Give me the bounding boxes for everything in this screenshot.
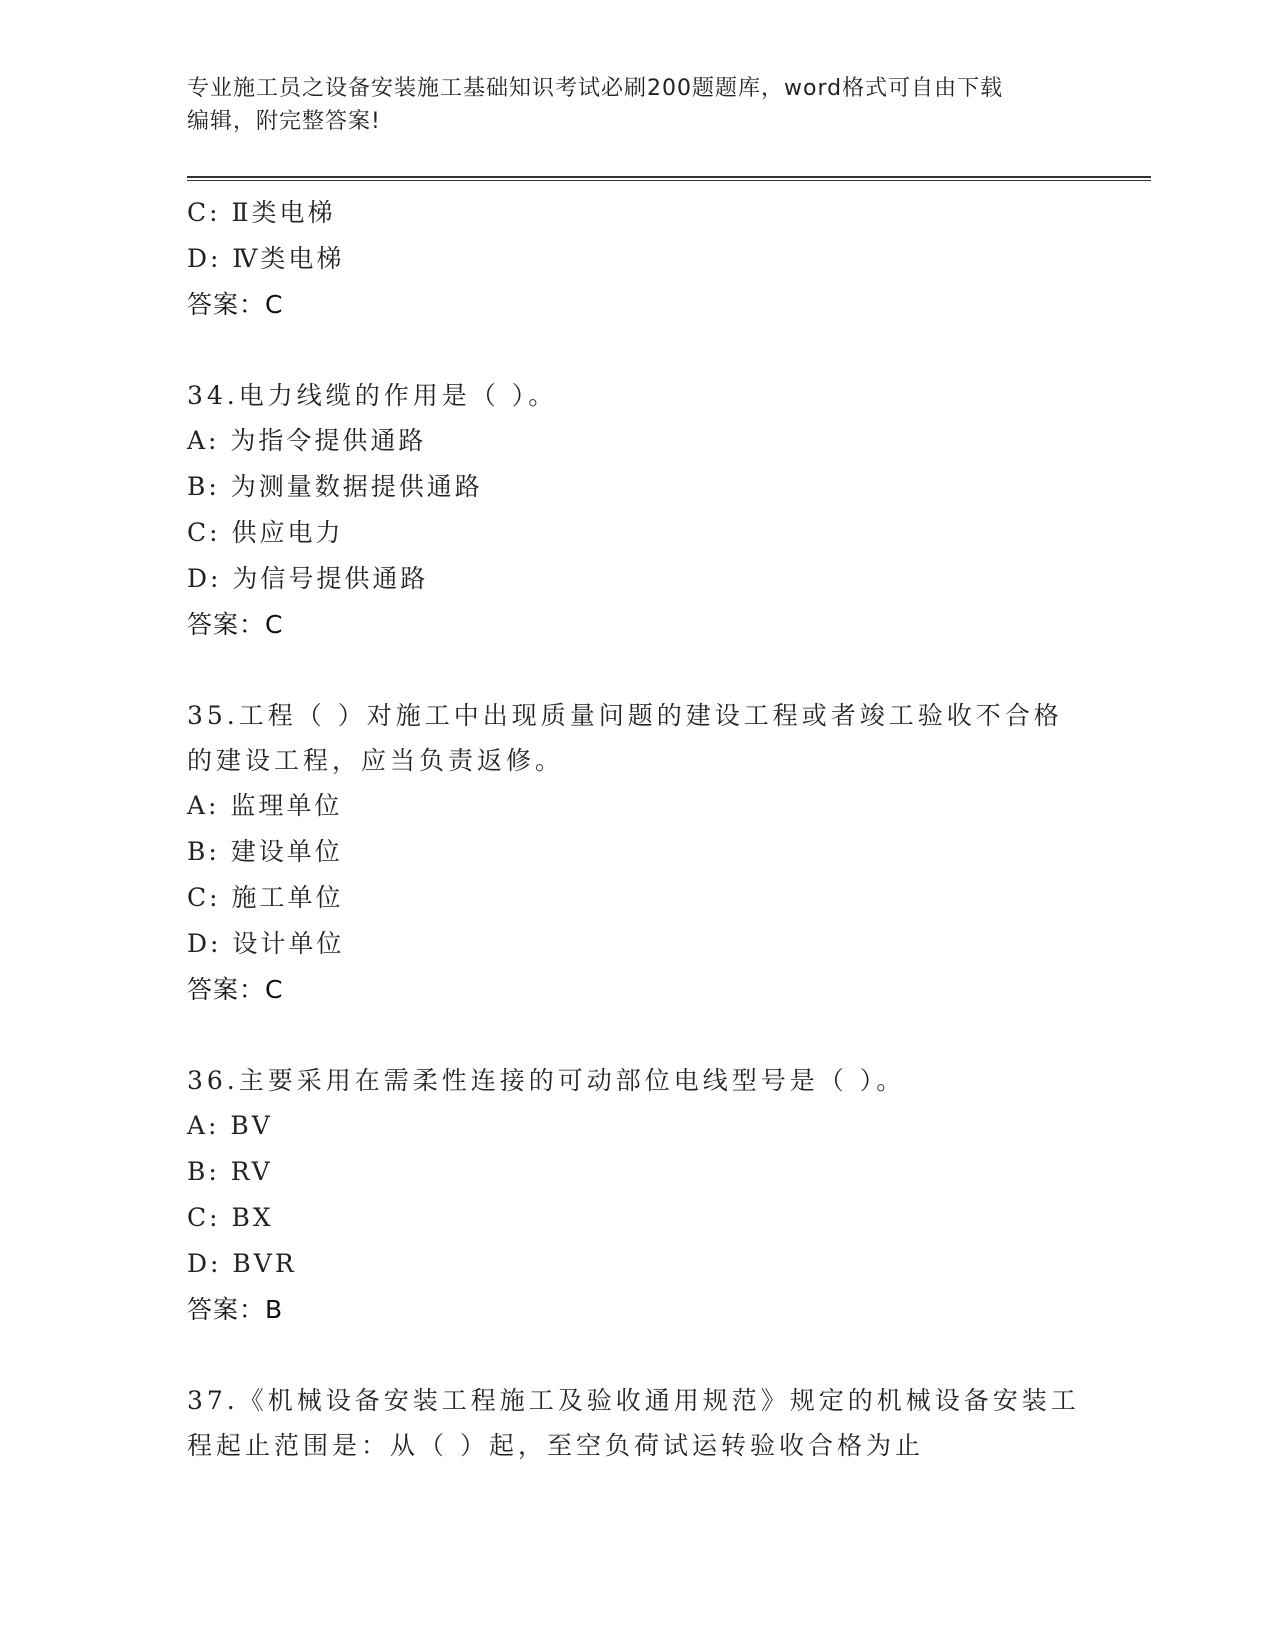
option-c: C: BX [187,1203,274,1232]
header-line-2: 编辑，附完整答案! [187,109,381,134]
answer-line: 答案：B [187,1295,284,1324]
question-stem: 36.主要采用在需柔性连接的可动部位电线型号是（ ）。 [187,1066,906,1095]
answer-line: 答案：C [187,975,284,1004]
answer-line: 答案：C [187,610,284,639]
question-stem: 37.《机械设备安装工程施工及验收通用规范》规定的机械设备安装工 [187,1386,1080,1415]
option-d: D: 为信号提供通路 [187,564,429,593]
spacer [187,1013,1087,1058]
option-c: C: Ⅱ类电梯 [187,198,336,227]
option-d: D: BVR [187,1249,297,1278]
spacer [187,648,1087,693]
option-b: B: 为测量数据提供通路 [187,472,483,501]
question-stem-continued: 的建设工程，应当负责返修。 [187,746,565,775]
option-c: C: 供应电力 [187,518,344,547]
option-a: A: 为指令提供通路 [187,426,427,455]
document-header [187,72,1087,138]
answer-line: 答案：C [187,290,284,319]
question-block-37 [187,1378,1087,1468]
option-b: B: 建设单位 [187,837,343,866]
question-block-36 [187,1058,1087,1333]
question-block-33-tail [187,190,1087,328]
question-stem-continued: 程起止范围是：从（ ）起，至空负荷试运转验收合格为止 [187,1431,924,1460]
question-stem: 34.电力线缆的作用是（ ）。 [187,381,558,410]
document-body [187,190,1087,1468]
option-a: A: 监理单位 [187,791,343,820]
header-line-1: 专业施工员之设备安装施工基础知识考试必刷200题题库，word格式可自由下载 [187,76,1004,101]
option-b: B: RV [187,1157,273,1186]
question-block-34 [187,373,1087,648]
question-stem: 35.工程（ ）对施工中出现质量问题的建设工程或者竣工验收不合格 [187,701,1063,730]
header-divider [187,176,1151,181]
option-d: D: Ⅳ类电梯 [187,244,345,273]
option-c: C: 施工单位 [187,883,344,912]
option-d: D: 设计单位 [187,929,345,958]
spacer [187,1333,1087,1378]
spacer [187,328,1087,373]
question-block-35 [187,693,1087,1013]
option-a: A: BV [187,1111,273,1140]
